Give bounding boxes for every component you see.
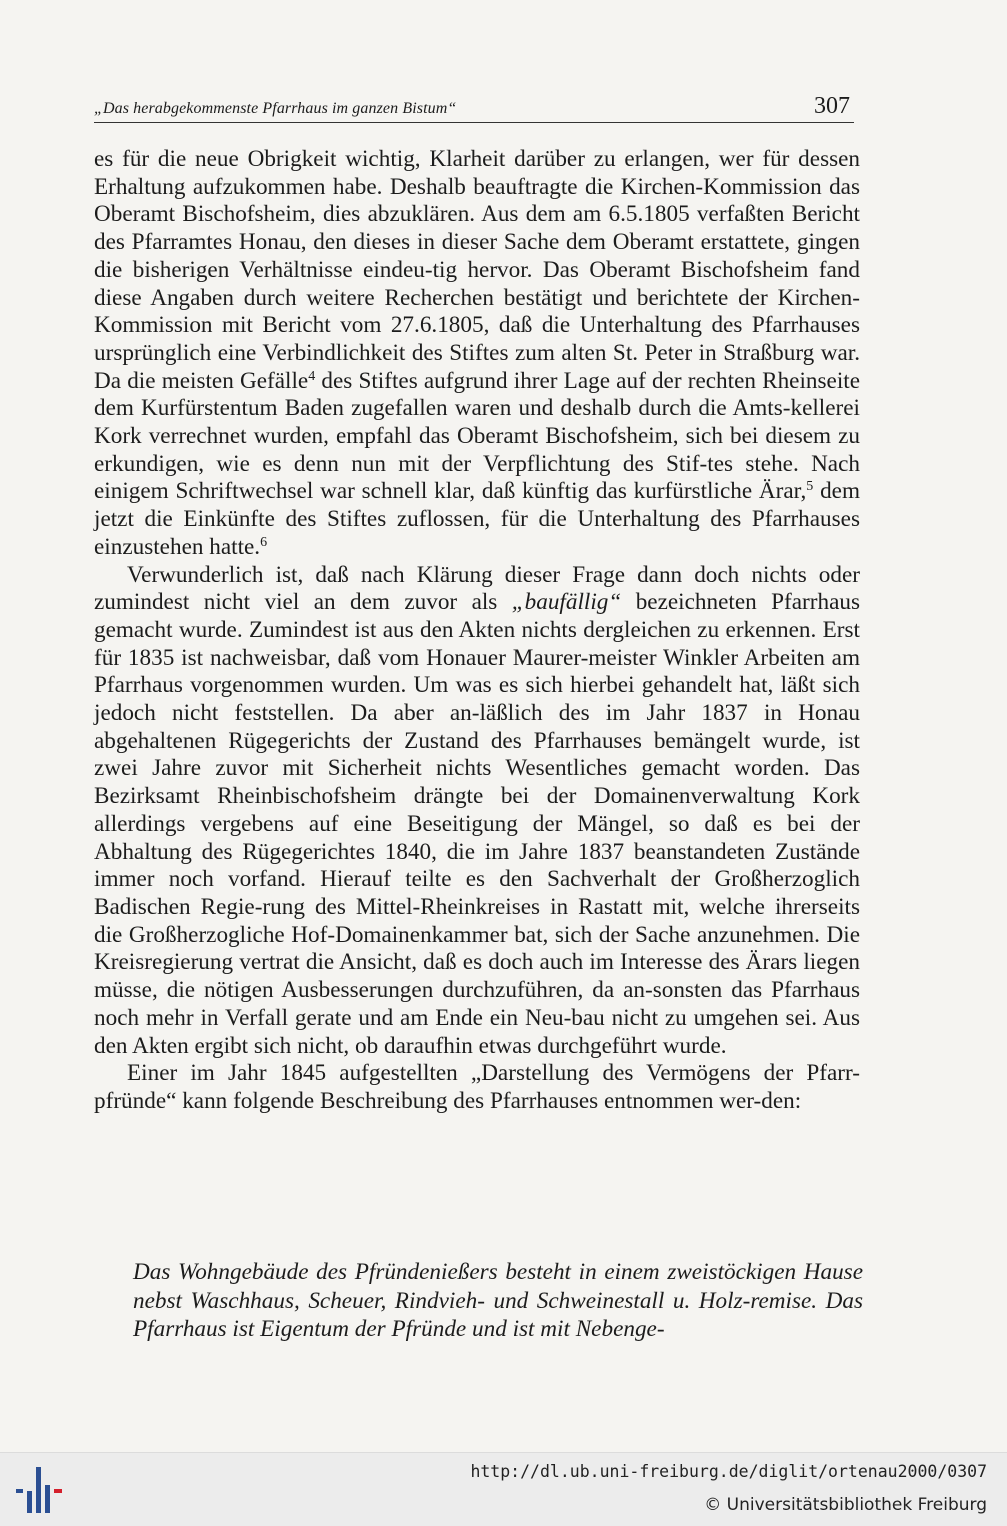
paragraph-2-part-b: bezeichneten Pfarrhaus gemacht wurde. Zumindest ist aus den Akten nichts dergleichen zu erkennen. Erst für 1835 ist nachweisbar, daß vom Honauer Maurer-meister Winkler Arbeiten am Pfarrhaus vorgenommen wurden. Um was es sich hierbei gehandelt hat, läßt sich jedoch nicht feststellen. Da aber an-läßlich des im Jahr 1837 in Honau abgehaltenen Rügegerichts der Zustand des Pfarrhauses bemängelt wurde, ist zwei Jahre zuvor mit Sicherheit nichts Wesentliches gemacht worden. Das Bezirksamt Rheinbischofsheim drängte bei der Domainenverwaltung Kork allerdings vergebens auf eine Beseitigung der Mängel, so daß es bei der Abhaltung des Rügegerichtes 1840, die im Jahre 1837 beanstandeten Zustände immer noch vorfand. Hierauf teilte es den Sachverhalt der Großherzoglich Badischen Regie-rung des Mittel-Rheinkreises in Rastatt mit, welche ihrerseits die Großherzogliche Hof-Domainenkammer bat, sich der Sache anzunehmen. Die Kreisregierung vertrat die Ansicht, daß es doch auch im Interesse des Ärars liegen müsse, die nötigen Ausbesserungen durchzuführen, da an-sonsten das Pfarrhaus noch mehr in Verfall gerate und am Ende ein Neu-bau nicht zu umgehen sei. Aus den Akten ergibt sich nicht, ob daraufhin etwas durchgeführt wurde.: [94, 589, 860, 1059]
paragraph-2: [94, 562, 860, 1061]
paragraph-3: Einer im Jahr 1845 aufgestellten „Darstellung des Vermögens der Pfarr-pfründe“ kann folgende Beschreibung des Pfarrhauses entnommen wer-den:: [94, 1060, 860, 1114]
copyright-notice: © Universitätsbibliothek Freiburg: [704, 1495, 987, 1515]
paragraph-2-part-a: Verwunderlich ist, daß nach Klärung dieser Frage dann doch nichts oder zumindest nicht viel an dem zuvor als: [94, 561, 860, 616]
paragraph-1: [94, 146, 860, 562]
paragraph-1-part-c: dem jetzt die Einkünfte des Stiftes zuflossen, für die Unterhaltung des Pfarrhauses einzustehen hatte.: [94, 478, 861, 560]
paragraph-1-part-a: es für die neue Obrigkeit wichtig, Klarheit darüber zu erlangen, wer für dessen Erhaltung aufzukommen habe. Deshalb beauftragte die Kirchen-Kommission das Oberamt Bischofsheim, dies abzuklären. Aus dem am 6.5.1805 verfaßten Bericht des Pfarramtes Honau, den dieses in dieser Sache dem Oberamt erstattete, gingen die bisherigen Verhältnisse eindeu-tig hervor. Das Oberamt Bischofsheim fand diese Angaben durch weitere Recherchen bestätigt und berichtete der Kirchen-Kommission mit Bericht vom 27.6.1805, daß die Unterhaltung des Pfarrhauses ursprünglich eine Verbindlichkeit des Stiftes zum alten St. Peter in Straßburg war. Da die meisten Gefälle: [94, 146, 860, 394]
document-url-link[interactable]: http://dl.ub.uni-freiburg.de/diglit/ortenau2000/0307: [470, 1462, 987, 1481]
paragraph-2-italic: „baufällig“: [511, 589, 622, 616]
body-text: [94, 146, 860, 1116]
footnote-ref-4: 4: [308, 368, 316, 384]
ub-freiburg-logo-icon[interactable]: [14, 1465, 64, 1515]
viewer-footer: [0, 1452, 1007, 1526]
block-quote: Das Wohngebäude des Pfründenießers besteht in einem zweistöckigen Hause nebst Waschhaus, Scheuer, Rindvieh- und Schweinestall u. Holz-remise. Das Pfarrhaus ist Eigentum der Pfründe und ist mit Nebenge-: [133, 1259, 863, 1342]
footnote-ref-5: 5: [806, 479, 814, 495]
running-title: „Das herabgekommenste Pfarrhaus im ganzen Bistum“: [94, 100, 457, 117]
paragraph-1-part-b: des Stiftes aufgrund ihrer Lage auf der rechten Rheinseite dem Kurfürstentum Baden zugefallen waren und deshalb durch die Amts-kellerei Kork verrechnet wurden, empfahl das Oberamt Bischofsheim, sich bei diesem zu erkundigen, wie es denn nun mit der Verpflichtung des Stif-tes stehe. Nach einigem Schriftwechsel war schnell klar, daß künftig das kurfürstliche Ärar,: [94, 367, 860, 505]
footnote-ref-6: 6: [260, 534, 268, 550]
page-header: [94, 88, 854, 123]
page-number: 307: [814, 93, 850, 119]
